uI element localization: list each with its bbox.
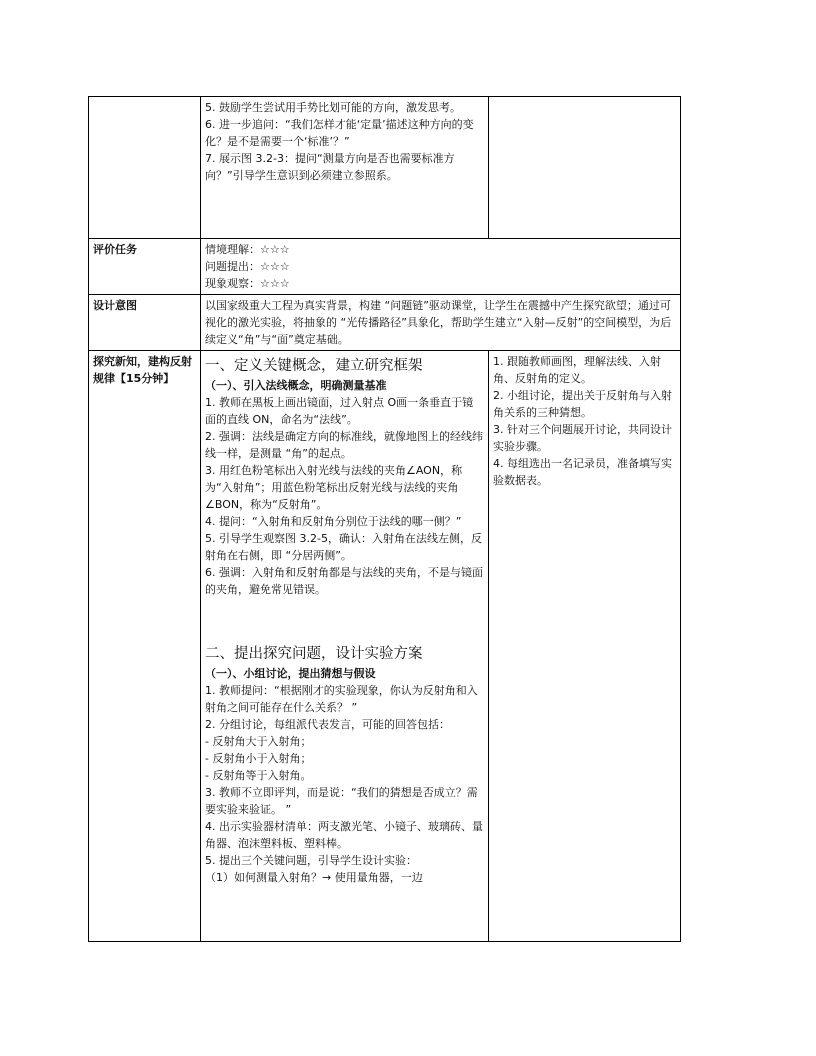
list-item: 2. 小组讨论，提出关于反射角与入射角关系的三种猜想。 (493, 389, 672, 419)
list-item: 3. 针对三个问题展开讨论，共同设计实验步骤。 (493, 423, 672, 453)
spacer (205, 598, 484, 641)
list-item: 4. 出示实验器材清单：两支激光笔、小镜子、玻璃砖、量角器、泡沫塑料板、塑料棒。 (205, 820, 483, 850)
list-item: 5. 鼓励学生尝试用手势比划可能的方向，激发思考。 (205, 101, 461, 114)
list-item: 4. 提问：“入射角和反射角分别位于法线的哪一侧？” (205, 515, 462, 528)
section-subheading: （一）、引入法线概念，明确测量基准 (205, 379, 387, 392)
list-item: 3. 教师不立即评判，而是说：“我们的猜想是否成立？需要实验来验证。 ” (205, 786, 478, 816)
explore-label: 探究新知，建构反射规律【15分钟】 (89, 351, 201, 942)
list-item: - 反射角小于入射角； (205, 752, 312, 765)
list-item: 5. 提出三个关键问题，引导学生设计实验： (205, 854, 417, 867)
list-item: 3. 用红色粉笔标出入射光线与法线的夹角∠AON，称为“入射角”；用蓝色粉笔标出反射光线与法线的夹角 ∠BON，称为“反射角”。 (205, 464, 463, 511)
lesson-plan-table (88, 96, 681, 942)
evaluation-label: 评价任务 (89, 239, 201, 295)
table-row (89, 295, 681, 351)
table-row (89, 239, 681, 295)
teacher-activity-cell (201, 351, 489, 942)
evaluation-cell (201, 239, 681, 295)
list-item: 5. 引导学生观察图 3.2-5，确认：入射角在法线左侧，反射角在右侧，即 “分居两侧”。 (205, 532, 482, 562)
list-item: - 反射角等于入射角。 (205, 769, 312, 782)
list-item: 1. 跟随教师画图，理解法线、入射角、反射角的定义。 (493, 355, 661, 385)
section-heading: 一、定义关键概念，建立研究框架 (205, 358, 423, 374)
design-label: 设计意图 (89, 295, 201, 351)
evaluation-item: 现象观察：☆☆☆ (205, 277, 290, 290)
list-item: 2. 分组讨论，每组派代表发言，可能的回答包括： (205, 718, 450, 731)
list-item: 2. 强调：法线是确定方向的标准线，就像地图上的经线纬线一样，是测量 “角”的起点。 (205, 430, 483, 460)
list-item: 6. 强调：入射角和反射角都是与法线的夹角，不是与镜面的夹角，避免常见错误。 (205, 566, 483, 596)
section-heading: 二、提出探究问题，设计实验方案 (205, 646, 423, 662)
table-row (89, 97, 681, 239)
student-activity-cell (489, 351, 681, 942)
evaluation-item: 问题提出：☆☆☆ (205, 260, 290, 273)
list-item: 6. 进一步追问：“我们怎样才能‘定量’描述这种方向的变化？是不是需要一个‘标准’？” (205, 118, 474, 148)
teacher-activity-cell (201, 97, 489, 239)
student-activity-cell (489, 97, 681, 239)
table-row (89, 351, 681, 942)
row-label-empty (89, 97, 201, 239)
list-item: - 反射角大于入射角； (205, 735, 312, 748)
list-item: 1. 教师提问：“根据刚才的实验现象，你认为反射角和入射角之间可能存在什么关系？ ” (205, 684, 478, 714)
list-item: 7. 展示图 3.2-3：提问“测量方向是否也需要标准方向？”引导学生意识到必须建立参照系。 (205, 152, 455, 182)
section-subheading: （一）、小组讨论，提出猜想与假设 (205, 667, 376, 680)
design-text: 以国家级重大工程为真实背景，构建 “问题链”驱动课堂，让学生在震撼中产生探究欲望；通过可视化的激光实验，将抽象的 “光传播路径”具象化，帮助学生建立“入射—反射”的空间模型，为后续定义“角”与“面”奠定基础。 (201, 295, 681, 351)
evaluation-item: 情境理解：☆☆☆ (205, 243, 290, 256)
list-item: （1）如何测量入射角？→ 使用量角器，一边 (205, 871, 423, 884)
list-item: 1. 教师在黑板上画出镜面，过入射点 O画一条垂直于镜面的直线 ON，命名为“法线”。 (205, 396, 474, 426)
list-item: 4. 每组选出一名记录员，准备填写实验数据表。 (493, 457, 672, 487)
